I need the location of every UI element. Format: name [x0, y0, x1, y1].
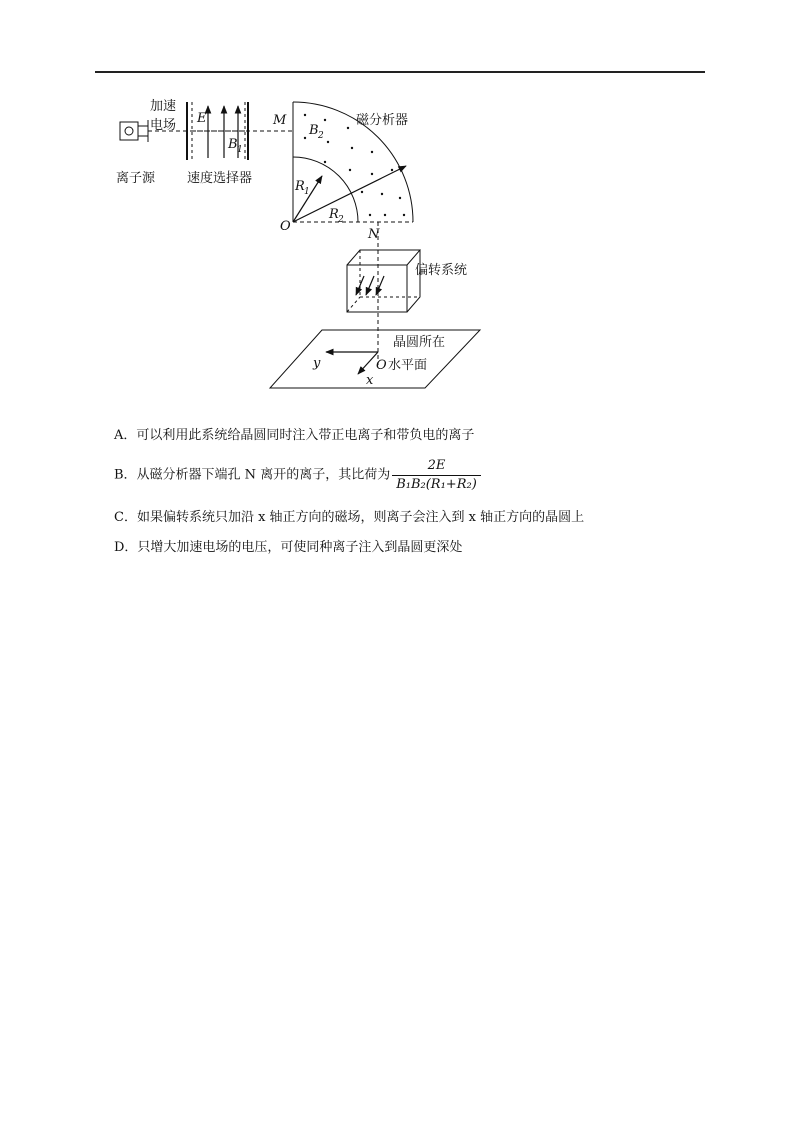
label-B1: B [228, 137, 238, 152]
accel-field-label-1: 加速 [150, 99, 177, 114]
header-rule [95, 71, 705, 73]
velocity-selector-label: 速度选择器 [187, 171, 253, 186]
label-M: M [273, 113, 287, 128]
charge-mass-ratio-fraction [392, 457, 481, 494]
label-B2-sub: 2 [318, 131, 324, 141]
ion-source [120, 120, 148, 142]
ion-source-label: 离子源 [116, 171, 156, 186]
label-R2-sub: 2 [338, 215, 344, 225]
label-B1-sub: 1 [237, 145, 243, 155]
wafer-label-2: 水平面 [388, 358, 428, 373]
option-b-text: B．从磁分析器下端孔 N 离开的离子，其比荷为 [114, 467, 391, 483]
wafer-label-1: 晶圆所在 [393, 335, 446, 350]
option-b [114, 457, 481, 494]
option-d: D．只增大加速电场的电压，可使同种离子注入到晶圆更深处 [114, 540, 463, 555]
label-R1: R [295, 179, 305, 194]
analyzer-label: 磁分析器 [356, 113, 409, 128]
label-R1-sub: 1 [304, 187, 310, 197]
option-a: A．可以利用此系统给晶圆同时注入带正电离子和带负电的离子 [114, 428, 475, 443]
label-x: x [366, 373, 374, 388]
label-O2: O [376, 358, 387, 373]
fraction-denominator: B₁B₂(R₁+R₂) [396, 477, 477, 492]
label-R2: R [329, 207, 339, 222]
label-E: E [197, 111, 207, 126]
fraction-numerator: 2E [392, 457, 481, 476]
deflection-label: 偏转系统 [415, 263, 468, 278]
ion-implanter-diagram [100, 90, 500, 400]
label-N: N [368, 227, 380, 242]
option-c: C．如果偏转系统只加沿 x 轴正方向的磁场，则离子会注入到 x 轴正方向的晶圆上 [114, 510, 585, 525]
label-y: y [313, 356, 321, 371]
label-O: O [280, 219, 291, 234]
label-B2: B [309, 123, 319, 138]
wafer-plane [270, 330, 480, 388]
accel-field-label-2: 电场 [150, 118, 177, 133]
